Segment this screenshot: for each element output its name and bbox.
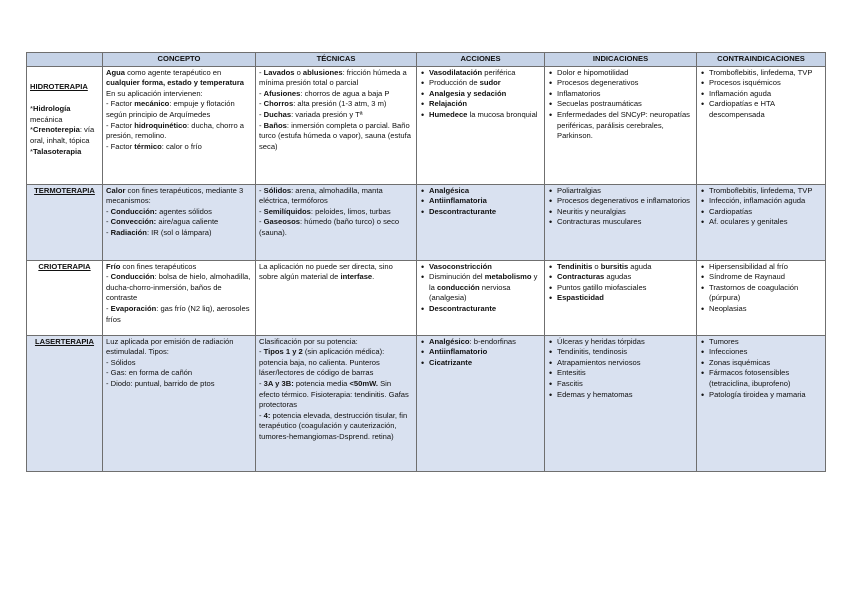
bold-text: Agua	[106, 67, 125, 77]
text-line	[106, 368, 252, 379]
bold-text: Tendinitis	[557, 261, 593, 271]
list-item	[709, 390, 822, 401]
tecnicas-cell	[256, 184, 417, 260]
plain-text: -	[259, 378, 264, 388]
bold-text: sudor	[479, 78, 501, 88]
text-line	[106, 68, 252, 89]
plain-text: Neuritis y neuralgias	[557, 206, 626, 216]
concepto-cell	[103, 184, 256, 260]
plain-text: - Gas: en forma de cañón	[106, 368, 193, 378]
text-line	[106, 121, 252, 142]
name-note	[30, 147, 99, 158]
plain-text: Entesitis	[557, 368, 586, 378]
plain-text: : variada presión y Tª	[291, 109, 363, 119]
plain-text: -	[259, 99, 264, 109]
plain-text: Disminución del	[429, 272, 485, 282]
plain-text: Sin efecto térmico. Fisioterapia: tendinitis. Gafas protectoras	[259, 378, 409, 410]
plain-text: : húmedo (baño turco) o seco (sauna).	[259, 217, 400, 237]
bold-text: Frío	[106, 261, 121, 271]
plain-text: Atrapamientos nerviosos	[557, 357, 641, 367]
list-item	[557, 272, 693, 283]
plain-text: : b-endorfinas	[469, 336, 516, 346]
text-line	[259, 411, 413, 443]
list-item	[557, 390, 693, 401]
row-name-cell	[27, 184, 103, 260]
indicaciones-cell	[545, 66, 697, 184]
bold-text: mecánico	[134, 99, 170, 109]
list-item	[557, 217, 693, 228]
row-name-cell	[27, 335, 103, 471]
plain-text: Edemas y hematomas	[557, 389, 633, 399]
bold-text: 3A y 3B:	[263, 378, 294, 388]
contraindicaciones-cell	[697, 260, 826, 335]
list-item	[709, 368, 822, 389]
bold-text: Baños	[263, 120, 287, 130]
list-item	[557, 347, 693, 358]
plain-text: y la	[429, 272, 538, 292]
row-title: TERMOTERAPIA	[34, 185, 95, 195]
bold-text: Vasoconstricción	[429, 261, 492, 271]
bullet-list	[700, 337, 822, 401]
bullet-list	[548, 186, 693, 228]
plain-text: o	[592, 261, 601, 271]
plain-text: potencia elevada, destrucción tisular, fin terapéutico (coagulación y cauterización, tumores-hemangiomas-Dsprend. retina)	[259, 410, 408, 441]
plain-text: Procesos degenerativos e inflamatorios	[557, 196, 690, 206]
plain-text: : peloides, limos, turbas	[310, 206, 391, 216]
row-name-cell	[27, 260, 103, 335]
text-line	[259, 217, 413, 238]
row-name-cell	[27, 66, 103, 184]
plain-text: Luz aplicada por emisión de radiación estimuladal. Tipos:	[106, 336, 234, 357]
plain-text: Fascitis	[557, 378, 583, 388]
list-item	[557, 78, 693, 89]
text-block	[259, 186, 413, 239]
list-item	[709, 262, 822, 273]
plain-text: Producción de	[429, 78, 480, 88]
note-detail: : vía oral, inhalt, tópica	[30, 125, 95, 145]
list-item	[557, 358, 693, 369]
list-item	[709, 358, 822, 369]
plain-text: Zonas isquémicas	[709, 357, 771, 367]
bold-text: Analgésica	[429, 185, 470, 195]
text-line	[259, 262, 413, 283]
plain-text: - Factor	[106, 120, 135, 130]
bold-text: Sólidos	[263, 185, 292, 195]
plain-text: Úlceras y heridas tórpidas	[557, 336, 645, 346]
plain-text: Tromboflebitis, linfedema, TVP	[709, 185, 813, 195]
plain-text: potencia media	[293, 378, 350, 388]
bullet-list	[420, 186, 541, 218]
plain-text: -	[259, 88, 264, 98]
note-marker: *	[30, 104, 33, 114]
bold-text: cualquier forma, estado y temperatura	[106, 78, 244, 88]
text-line	[106, 358, 252, 369]
bullet-list	[700, 262, 822, 315]
list-item	[557, 110, 693, 142]
name-note	[30, 104, 99, 125]
plain-text: : IR (sol o lámpara)	[146, 227, 212, 237]
row-title: HIDROTERAPIA	[30, 81, 88, 91]
text-block	[106, 68, 252, 153]
bold-text: Antiinflamatoria	[429, 196, 487, 206]
table-row-laserterapia	[27, 335, 826, 471]
text-line	[259, 207, 413, 218]
plain-text: Puntos gatillo miofasciales	[557, 282, 647, 292]
bullet-list	[420, 68, 541, 121]
plain-text: En su aplicación intervienen:	[106, 88, 203, 98]
tecnicas-cell	[256, 335, 417, 471]
bold-text: Semilíquidos	[263, 206, 311, 216]
list-item	[429, 68, 541, 79]
bold-text: Analgésico	[429, 336, 470, 346]
name-notes	[30, 104, 99, 157]
text-line	[106, 228, 252, 239]
list-item	[429, 304, 541, 315]
bold-text: 4:	[263, 410, 271, 420]
row-title: CRIOTERAPIA	[38, 261, 91, 271]
list-item	[429, 347, 541, 358]
list-item	[429, 78, 541, 89]
header-cell-indicaciones: INDICACIONES	[545, 53, 697, 67]
list-item	[709, 337, 822, 348]
bullet-list	[700, 186, 822, 228]
bold-text: Gaseosos	[263, 217, 300, 227]
plain-text: - Factor	[106, 99, 135, 109]
bold-text: Afusiones	[263, 88, 301, 98]
note-detail: mecánica	[30, 114, 63, 124]
acciones-cell	[417, 184, 545, 260]
plain-text: aire/agua caliente	[156, 217, 219, 227]
plain-text: -	[259, 185, 264, 195]
plain-text: : inmersión completa o parcial. Baño turco (estufa húmeda o vapor), sauna (estufa seca)	[259, 120, 411, 151]
plain-text: : calor o frío	[161, 141, 202, 151]
plain-text: Contracturas musculares	[557, 217, 642, 227]
text-line	[259, 99, 413, 110]
text-line	[106, 186, 252, 207]
plain-text: : bolsa de hielo, almohadilla, ducha-chorro-inmersión, baños de contraste	[106, 272, 251, 303]
text-line	[259, 110, 413, 121]
bold-text: Conducción:	[110, 206, 158, 216]
plain-text: Procesos degenerativos	[557, 78, 639, 88]
bold-text: Chorros	[263, 99, 294, 109]
plain-text: Hipersensibilidad al frío	[709, 261, 788, 271]
plain-text: - Diodo: puntual, barrido de ptos	[106, 378, 215, 388]
header-row	[27, 53, 826, 67]
list-item	[709, 207, 822, 218]
plain-text: Af. oculares y genitales	[709, 217, 788, 227]
text-line	[106, 217, 252, 228]
plain-text: -	[259, 206, 264, 216]
list-item	[557, 262, 693, 273]
header-cell-contraindicaciones: CONTRAINDICACIONES	[697, 53, 826, 67]
indicaciones-cell	[545, 184, 697, 260]
plain-text: Cardiopatías	[709, 206, 753, 216]
bold-text: Calor	[106, 185, 126, 195]
plain-text: -	[259, 109, 264, 119]
plain-text: con fines terapéuticos, mediante 3 mecanismos:	[106, 185, 244, 206]
bold-text: metabolismo	[484, 272, 532, 282]
list-item	[429, 186, 541, 197]
header-cell-blank	[27, 53, 103, 67]
plain-text: aguda	[628, 261, 652, 271]
plain-text: : ducha, chorro a presión, remolino.	[106, 120, 245, 141]
concepto-cell	[103, 335, 256, 471]
bullet-list	[420, 262, 541, 315]
plain-text: Inflamatorios	[557, 88, 601, 98]
text-line	[259, 89, 413, 100]
bold-text: Analgesia y sedación	[429, 88, 507, 98]
tecnicas-cell	[256, 66, 417, 184]
plain-text: Inflamación aguda	[709, 88, 772, 98]
contraindicaciones-cell	[697, 184, 826, 260]
plain-text: periférica	[482, 67, 516, 77]
bullet-list	[700, 68, 822, 121]
indicaciones-cell	[545, 260, 697, 335]
text-line	[259, 186, 413, 207]
note-term: Crenoterepia	[32, 125, 80, 135]
plain-text: .	[372, 272, 375, 282]
bold-text: Espasticidad	[557, 293, 604, 303]
plain-text: -	[106, 272, 111, 282]
text-block	[259, 262, 413, 283]
bold-text: Convección:	[110, 217, 157, 227]
bold-text: interfase	[340, 272, 373, 282]
plain-text: Tumores	[709, 336, 739, 346]
plain-text: -	[106, 303, 111, 313]
plain-text: -	[259, 67, 264, 77]
plain-text: : empuje y flotación según principio de Arquímedes	[106, 99, 235, 119]
bold-text: Radiación	[110, 227, 147, 237]
text-line	[106, 262, 252, 273]
plain-text: o	[294, 67, 303, 77]
list-item	[429, 89, 541, 100]
list-item	[709, 89, 822, 100]
text-line	[259, 121, 413, 153]
note-term: Talasoterapia	[32, 146, 82, 156]
text-line	[259, 347, 413, 379]
plain-text: -	[259, 217, 264, 227]
text-line	[106, 272, 252, 304]
list-item	[557, 368, 693, 379]
plain-text: la mucosa bronquial	[467, 109, 538, 119]
bold-text: Descontracturante	[429, 303, 497, 313]
acciones-cell	[417, 260, 545, 335]
list-item	[557, 283, 693, 294]
text-line	[106, 99, 252, 120]
bold-text: Relajación	[429, 99, 467, 109]
text-line	[259, 68, 413, 89]
bold-text: Tipos 1 y 2	[263, 347, 303, 357]
bold-text: Conducción	[110, 272, 155, 282]
bullet-list	[420, 337, 541, 369]
plain-text: -	[259, 120, 264, 130]
text-block	[259, 337, 413, 443]
bold-text: Antiinflamatorio	[429, 347, 488, 357]
text-line	[259, 379, 413, 411]
list-item	[429, 358, 541, 369]
note-term: Hidrología	[32, 104, 71, 114]
text-block	[106, 262, 252, 326]
plain-text: -	[106, 206, 111, 216]
list-item	[557, 68, 693, 79]
plain-text: Síndrome de Raynaud	[709, 272, 785, 282]
bold-text: Duchas	[263, 109, 292, 119]
bold-text: Humedece	[429, 109, 468, 119]
plain-text: Infecciones	[709, 347, 748, 357]
header-cell-tecnicas: TÉCNICAS	[256, 53, 417, 67]
plain-text: : arena, almohadilla, manta eléctrica, termóforos	[259, 185, 383, 206]
note-marker: *	[30, 125, 33, 135]
acciones-cell	[417, 66, 545, 184]
text-block	[259, 68, 413, 153]
plain-text: : gas frío (N2 liq), aerosoles fríos	[106, 303, 250, 324]
concepto-cell	[103, 260, 256, 335]
list-item	[429, 99, 541, 110]
list-item	[557, 186, 693, 197]
plain-text: Tendinitis, tendinosis	[557, 347, 628, 357]
plain-text: Clasificación por su potencia:	[259, 336, 358, 346]
bold-text: conducción	[437, 282, 480, 292]
plain-text: Enfermedades del SNCyP: neuropatías periféricas, parálisis cerebrales, Parkinson.	[557, 109, 690, 141]
text-line	[106, 207, 252, 218]
plain-text: Infección, inflamación aguda	[709, 196, 806, 206]
plain-text: : fricción húmeda a mínima presión total o parcial	[259, 67, 407, 88]
note-marker: *	[30, 146, 33, 156]
plain-text: Patología tiroidea y mamaria	[709, 389, 806, 399]
text-line	[106, 337, 252, 358]
list-item	[709, 347, 822, 358]
list-item	[429, 337, 541, 348]
list-item	[709, 78, 822, 89]
plain-text: : chorros de agua a baja P	[300, 88, 390, 98]
text-line	[259, 337, 413, 348]
list-item	[429, 110, 541, 121]
plain-text: Dolor e hipomotilidad	[557, 67, 629, 77]
plain-text: -	[259, 410, 264, 420]
list-item	[709, 196, 822, 207]
list-item	[709, 283, 822, 304]
bold-text: hidroquinético	[134, 120, 188, 130]
therapy-table	[26, 52, 826, 472]
bold-text: <50mW.	[349, 378, 378, 388]
bullet-list	[548, 337, 693, 401]
bold-text: ablusiones	[302, 67, 343, 77]
plain-text: Cardiopatías e HTA descompensada	[709, 99, 775, 119]
list-item	[429, 196, 541, 207]
list-item	[709, 186, 822, 197]
list-item	[709, 99, 822, 120]
plain-text: : alta presión (1-3 atm, 3 m)	[293, 99, 387, 109]
bullet-list	[548, 262, 693, 304]
acciones-cell	[417, 335, 545, 471]
bold-text: bursitis	[600, 261, 629, 271]
plain-text: como agente terapéutico en	[124, 67, 222, 77]
list-item	[429, 262, 541, 273]
text-line	[106, 304, 252, 325]
plain-text: (sin aplicación médica): potencia baja, no calienta. Punteros láser/lectores de código de barras	[259, 347, 385, 378]
table-row-hidroterapia	[27, 66, 826, 184]
list-item	[709, 272, 822, 283]
bold-text: Lavados	[263, 67, 295, 77]
bold-text: Vasodilatación	[429, 67, 483, 77]
plain-text: Secuelas postraumáticas	[557, 99, 642, 109]
bold-text: Descontracturante	[429, 206, 497, 216]
bold-text: térmico	[134, 141, 162, 151]
header-cell-acciones: ACCIONES	[417, 53, 545, 67]
plain-text: agentes sólidos	[157, 206, 212, 216]
plain-text: -	[106, 227, 111, 237]
concepto-cell	[103, 66, 256, 184]
list-item	[557, 207, 693, 218]
name-note	[30, 125, 99, 146]
list-item	[557, 379, 693, 390]
list-item	[709, 217, 822, 228]
table-row-crioterapia	[27, 260, 826, 335]
list-item	[557, 196, 693, 207]
plain-text: - Factor	[106, 141, 135, 151]
tecnicas-cell	[256, 260, 417, 335]
plain-text: -	[259, 347, 264, 357]
contraindicaciones-cell	[697, 335, 826, 471]
plain-text: Procesos isquémicos	[709, 78, 781, 88]
plain-text: -	[106, 217, 111, 227]
plain-text: nerviosa (analgesia)	[429, 282, 511, 303]
text-line	[106, 142, 252, 153]
list-item	[557, 89, 693, 100]
bullet-list	[548, 68, 693, 142]
header-cell-concepto: CONCEPTO	[103, 53, 256, 67]
plain-text: con fines terapéuticos	[120, 261, 197, 271]
plain-text: Fármacos fotosensibles (tetraciclina, ibuprofeno)	[709, 368, 791, 388]
plain-text: agudas	[604, 272, 632, 282]
list-item	[557, 337, 693, 348]
text-line	[106, 379, 252, 390]
list-item	[557, 99, 693, 110]
plain-text: Tromboflebitis, linfedema, TVP	[709, 67, 813, 77]
plain-text: Neoplasias	[709, 303, 747, 313]
list-item	[709, 68, 822, 79]
list-item	[557, 293, 693, 304]
plain-text: Poliartralgias	[557, 185, 601, 195]
bold-text: Cicatrizante	[429, 357, 473, 367]
plain-text: La aplicación no puede ser directa, sino sobre algún material de	[259, 261, 393, 282]
indicaciones-cell	[545, 335, 697, 471]
contraindicaciones-cell	[697, 66, 826, 184]
text-block	[106, 337, 252, 390]
list-item	[429, 272, 541, 304]
bold-text: Contracturas	[557, 272, 605, 282]
list-item	[709, 304, 822, 315]
row-title: LASERTERAPIA	[34, 336, 95, 346]
text-block	[106, 186, 252, 239]
list-item	[429, 207, 541, 218]
plain-text: Trastornos de coagulación (púrpura)	[709, 282, 799, 303]
table-row-termoterapia	[27, 184, 826, 260]
bold-text: Evaporación	[110, 303, 157, 313]
plain-text: - Sólidos	[106, 357, 136, 367]
text-line	[106, 89, 252, 100]
